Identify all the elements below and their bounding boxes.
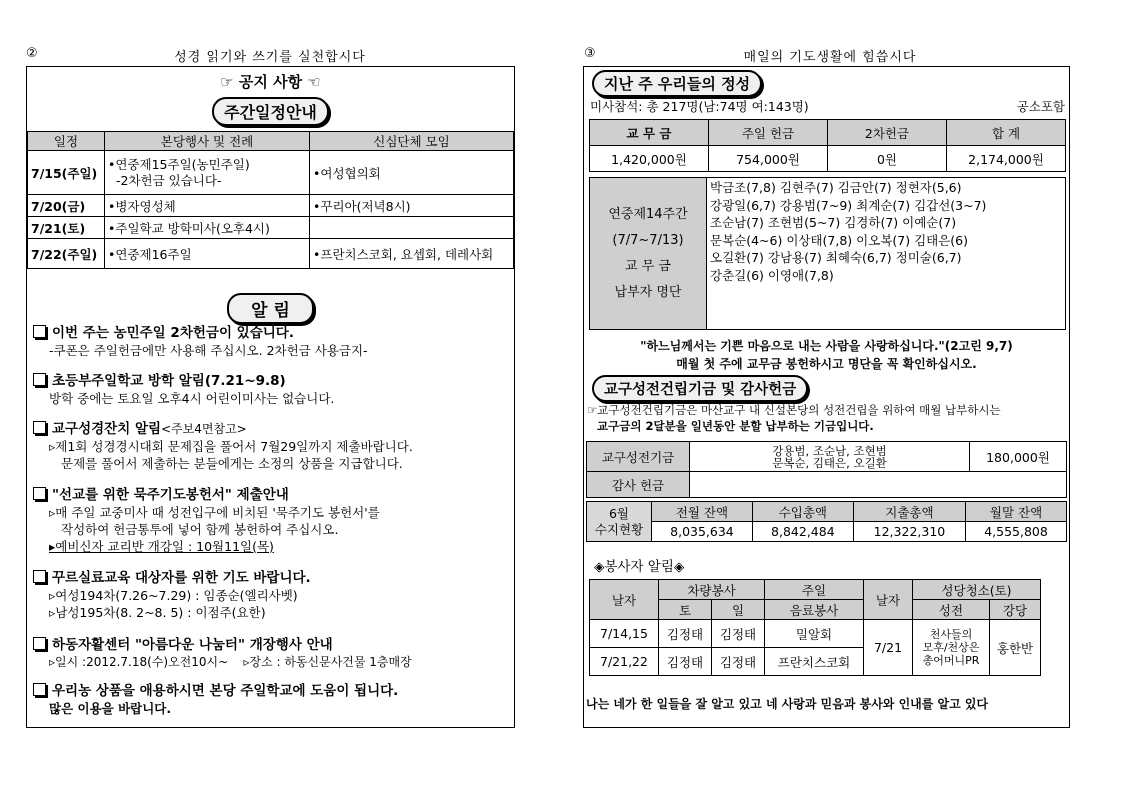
announcement-line: 방학 중에는 토요일 오후4시 어린이미사는 없습니다. (49, 391, 335, 406)
vol-header-drink2: 음료봉사 (765, 600, 864, 620)
schedule-group: •꾸리아(저녁8시) (310, 195, 514, 217)
announcement-line: ▹일시 :2012.7.18(수)오전10시~ ▹장소 : 하동신문사건물 1층매장 (49, 655, 412, 669)
building-text: ☞교구성전건립기금은 마산교구 내 신설본당의 성전건립을 위하여 매월 납부하시는 (587, 403, 1001, 417)
offering-value: 0원 (828, 146, 947, 172)
schedule-date: 7/21(토) (28, 217, 105, 239)
donor-line: 강광일(6,7) 강용범(7~9) 최계순(7) 김갑선(3~7) (710, 197, 987, 213)
right-page-header: 매일의 기도생활에 힘씁시다 (743, 50, 917, 65)
vol-sat: 김정태 (659, 648, 712, 676)
volunteer-title: ◈봉사자 알림◈ (594, 559, 685, 575)
offering-header: 2차헌금 (828, 120, 947, 146)
announcement-line: ▹여성194차(7.26~7.29) : 임종순(엘리사벳) (49, 588, 298, 603)
table-row (28, 151, 514, 195)
balance-value: 8,842,484 (752, 522, 853, 542)
donor-line: 강춘길(6) 이영애(7,8) (710, 267, 834, 283)
building-fund-title: 교구성전건립기금 및 감사헌금 (592, 375, 808, 402)
offering-value: 2,174,000원 (947, 146, 1066, 172)
fund-names: 강용범, 조순남, 조현범 (772, 443, 887, 458)
schedule-date: 7/20(금) (28, 195, 105, 217)
announcement-item (33, 683, 510, 717)
quote: "하느님께서는 기쁜 마음으로 내는 사람을 사랑하십니다."(2고린 9,7) (640, 339, 1013, 353)
offering-header: 합 계 (947, 120, 1066, 146)
footer-verse: 나는 네가 한 일들을 잘 알고 있고 네 사랑과 믿음과 봉사와 인내를 알고 있다 (586, 697, 989, 711)
table-row (590, 620, 1041, 648)
attendance: 미사참석: 총 217명(남:74명 여:143명) (590, 99, 809, 114)
donor-line: 박금조(7,8) 김현주(7) 김금안(7) 정현자(5,6) (710, 180, 962, 195)
announcement-item (33, 570, 510, 621)
vol-header-date2: 날자 (864, 580, 913, 620)
balance-header: 월말 잔액 (966, 502, 1067, 522)
balance-header: 지출총액 (853, 502, 965, 522)
schedule-group (310, 217, 514, 239)
thanks-label: 감사 헌금 (587, 472, 690, 498)
schedule-group: •프란치스코회, 요셉회, 데레사회 (310, 239, 514, 269)
left-page-frame (26, 66, 515, 728)
vol-header-altar: 성전 (913, 600, 990, 620)
balance-header: 수입총액 (752, 502, 853, 522)
offering-title: 지난 주 우리들의 정성 (592, 70, 762, 97)
announcement-item (33, 637, 510, 671)
offering-table (589, 119, 1066, 172)
vol-sun: 김정태 (712, 620, 765, 648)
donor-label: (7/7~7/13) (612, 232, 684, 248)
schedule-group: •여성협의회 (310, 151, 514, 195)
month-label: 수지현황 (594, 521, 644, 537)
table-row (28, 239, 514, 269)
notice-title: ☞ 공지 사항 ☜ (220, 73, 321, 91)
announcement-line: 많은 이용을 바랍니다. (49, 701, 172, 716)
fund-amount: 180,000원 (970, 442, 1067, 472)
announcement-line: ▹매 주일 교중미사 때 성전입구에 비치된 '묵주기도 봉헌서'를 (49, 505, 380, 520)
vol-header-sat: 토 (659, 600, 712, 620)
clean-altar: 천사들의 모후/천상은 총어머니PR (913, 620, 990, 676)
vol-drink: 밀알회 (765, 620, 864, 648)
volunteer-table (589, 579, 1041, 676)
schedule-header: 신심단체 모임 (310, 132, 514, 151)
announcement-title: 꾸르실료교육 대상자를 위한 기도 바랍니다. (33, 570, 510, 587)
schedule-header: 본당행사 및 전례 (105, 132, 310, 151)
vol-date: 7/14,15 (590, 620, 659, 648)
donor-label: 납부자 명단 (614, 284, 682, 300)
announcement-title: 우리농 상품을 애용하시면 본당 주일학교에 도움이 됩니다. (33, 683, 510, 700)
schedule-event: •연중제15주일(농민주일) (108, 156, 250, 172)
building-text: 교구금의 2달분을 일년동안 분할 납부하는 기금입니다. (597, 419, 874, 433)
donor-line: 문복순(4~6) 이상태(7,8) 이오복(7) 김태은(6) (710, 232, 968, 248)
vol-sun: 김정태 (712, 648, 765, 676)
vol-drink: 프란치스코회 (765, 648, 864, 676)
announcement-title: 초등부주일학교 방학 알림(7.21~9.8) (33, 373, 510, 390)
announcement-line: -쿠폰은 주일헌금에만 사용해 주십시오. 2차헌금 사용금지- (49, 343, 368, 358)
announcement-item (33, 487, 510, 555)
clean-date: 7/21 (864, 620, 913, 676)
vol-header-date: 날자 (590, 580, 659, 620)
announcement-line: ▸예비신자 교리반 개강일 : 10월11일(목) (49, 539, 274, 554)
schedule-event: •병자영성체 (105, 195, 310, 217)
schedule-table (27, 131, 514, 269)
announcement-line: 작성하여 헌금통투에 넣어 함께 봉헌하여 주십시오. (61, 522, 339, 537)
balance-table (586, 501, 1067, 542)
attendance-note: 공소포함 (1016, 99, 1065, 114)
announcement-title: 이번 주는 농민주일 2차헌금이 있습니다. (33, 325, 510, 342)
fund-label: 교구성전기금 (587, 442, 690, 472)
balance-value: 8,035,634 (652, 522, 753, 542)
balance-header: 전월 잔액 (652, 502, 753, 522)
donor-table (589, 177, 1066, 330)
left-page-header: 성경 읽기와 쓰기를 실천합시다 (174, 50, 366, 65)
announce-title: 알 림 (227, 293, 314, 324)
offering-header: 주일 헌금 (709, 120, 828, 146)
vol-header-drink: 주일 (765, 580, 864, 600)
vol-header-hall: 강당 (990, 600, 1041, 620)
clean-hall: 홍한반 (990, 620, 1041, 676)
vol-header-sun: 일 (712, 600, 765, 620)
month-label: 6월 (608, 505, 630, 521)
announcement-item (33, 373, 510, 407)
fund-table (586, 441, 1067, 498)
left-page-number: ② (26, 46, 38, 61)
schedule-title: 주간일정안내 (212, 97, 329, 126)
announcement-title: 교구성경잔치 알림 (52, 421, 162, 437)
schedule-event-note: -2차헌금 있습니다- (116, 172, 222, 188)
offering-value: 1,420,000원 (590, 146, 709, 172)
announcement-title-note: <주보4면참고> (161, 422, 247, 436)
announcement-line: ▹제1회 성경경시대회 문제집을 풀어서 7월29일까지 제출바랍니다. (49, 439, 413, 454)
offering-header: 교 무 금 (590, 120, 709, 146)
announcement-line: 문제를 풀어서 제출하는 분들에게는 소정의 상품을 지급합니다. (61, 456, 403, 471)
announcement-item (33, 421, 510, 472)
schedule-date: 7/15(주일) (28, 151, 105, 195)
right-page-number: ③ (584, 46, 596, 61)
donor-line: 오길환(7) 강남용(7) 최혜숙(6,7) 정미술(6,7) (710, 250, 962, 265)
vol-header-clean: 성당청소(토) (913, 580, 1041, 600)
table-row (28, 217, 514, 239)
donor-line: 조순남(7) 조현범(5~7) 김경하(7) 이예순(7) (710, 215, 957, 230)
schedule-event: •연중제16주일 (105, 239, 310, 269)
announcement-line: ▹남성195차(8. 2~8. 5) : 이점주(요한) (49, 605, 266, 620)
fund-names: 문복순, 김태은, 오길환 (772, 455, 887, 470)
donor-label: 교 무 금 (625, 258, 671, 274)
announcement-item (33, 325, 510, 359)
right-page-frame (583, 66, 1070, 728)
vol-sat: 김정태 (659, 620, 712, 648)
quote-note: 매월 첫 주에 교무금 봉헌하시고 명단을 꼭 확인하십시오. (676, 357, 977, 371)
vol-date: 7/21,22 (590, 648, 659, 676)
table-row (28, 195, 514, 217)
schedule-event: •주일학교 방학미사(오후4시) (105, 217, 310, 239)
vol-header-car: 차량봉사 (659, 580, 765, 600)
announcement-title: 하동자활센터 "아름다운 나눔터" 개장행사 안내 (33, 637, 510, 654)
offering-value: 754,000원 (709, 146, 828, 172)
balance-value: 4,555,808 (966, 522, 1067, 542)
schedule-header: 일정 (28, 132, 105, 151)
donor-label: 연중제14주간 (608, 206, 688, 222)
schedule-date: 7/22(주일) (28, 239, 105, 269)
announcement-title: "선교를 위한 묵주기도봉헌서" 제출안내 (33, 487, 510, 504)
balance-value: 12,322,310 (853, 522, 965, 542)
